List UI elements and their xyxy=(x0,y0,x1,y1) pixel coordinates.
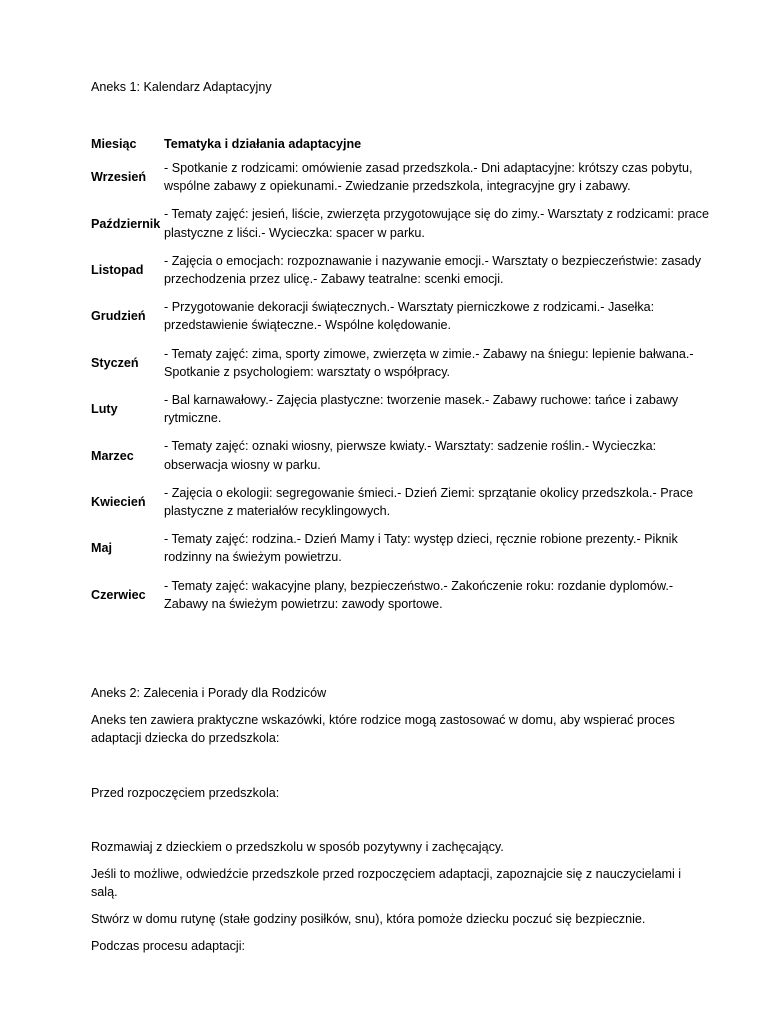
month-cell: Marzec xyxy=(91,448,134,463)
column-header-activities: Tematyka i działania adaptacyjne xyxy=(164,136,362,151)
adaptation-calendar-table xyxy=(91,133,711,618)
during-adaptation-heading: Podczas procesu adaptacji: xyxy=(91,939,246,953)
annex2-title: Aneks 2: Zalecenia i Porady dla Rodziców xyxy=(91,686,327,700)
activities-cell: - Tematy zajęć: oznaki wiosny, pierwsze kwiaty.- Warsztaty: sadzenie roślin.- Wycieczka: obserwacja wiosny w parku. xyxy=(164,439,657,472)
activities-cell: - Spotkanie z rodzicami: omówienie zasad przedszkola.- Dni adaptacyjne: krótszy czas pobytu, wspólne zabawy z opiekunami.- Zwiedzanie przedszkola, integracyjne gry i zabawy. xyxy=(164,160,693,194)
month-cell: Styczeń xyxy=(91,355,139,370)
month-cell: Grudzień xyxy=(91,309,146,324)
activities-cell: - Tematy zajęć: rodzina.- Dzień Mamy i Taty: występ dzieci, ręcznie robione prezenty.- Piknik rodzinny na świeżym powietrzu. xyxy=(164,532,678,565)
activities-cell: - Przygotowanie dekoracji świątecznych.- Warsztaty pierniczkowe z rodzicami.- Jasełka: przedstawienie świąteczne.- Wspólne kolędowanie. xyxy=(164,300,655,333)
activities-cell: - Tematy zajęć: zima, sporty zimowe, zwierzęta w zimie.- Zabawy na śniegu: lepienie bałwana.- Spotkanie z psychologiem: warsztaty o współpracy. xyxy=(164,346,694,379)
activities-cell: - Zajęcia o ekologii: segregowanie śmieci.- Dzień Ziemi: sprzątanie okolicy przedszkola.- Prace plastyczne z materiałów recyklingowych. xyxy=(164,485,694,518)
table-row xyxy=(91,247,711,293)
table-row xyxy=(91,386,711,432)
table-row xyxy=(91,432,711,478)
table-row xyxy=(91,154,711,200)
table-header-row xyxy=(91,133,711,154)
annex1-title: Aneks 1: Kalendarz Adaptacyjny xyxy=(91,80,272,94)
month-cell: Luty xyxy=(91,402,118,417)
tip-item: Rozmawiaj z dzieckiem o przedszkolu w sposób pozytywny i zachęcający. xyxy=(91,840,504,854)
month-cell: Kwiecień xyxy=(91,494,146,509)
month-cell: Maj xyxy=(91,541,112,556)
month-cell: Październik xyxy=(91,216,161,231)
annex2-intro: Aneks ten zawiera praktyczne wskazówki, które rodzice mogą zastosować w domu, aby wspierać proces adaptacji dziecka do przedszkola: xyxy=(91,713,675,746)
table-row xyxy=(91,200,711,246)
activities-cell: - Tematy zajęć: jesień, liście, zwierzęta przygotowujące się do zimy.- Warsztaty z rodzicami: prace plastyczne z liści.- Wycieczka: spacer w parku. xyxy=(164,207,709,240)
before-start-heading: Przed rozpoczęciem przedszkola: xyxy=(91,786,280,800)
activities-cell: - Tematy zajęć: wakacyjne plany, bezpieczeństwo.- Zakończenie roku: rozdanie dyplomów.- Zabawy na świeżym powietrzu: zawody sportowe. xyxy=(164,578,674,611)
activities-cell: - Zajęcia o emocjach: rozpoznawanie i nazywanie emocji.- Warsztaty o bezpieczeństwie: zasady przechodzenia przez ulicę.- Zabawy teatralne: scenki emocji. xyxy=(164,253,702,286)
month-cell: Czerwiec xyxy=(91,587,146,602)
month-cell: Wrzesień xyxy=(91,170,147,185)
activities-cell: - Bal karnawałowy.- Zajęcia plastyczne: tworzenie masek.- Zabawy ruchowe: tańce i zabawy rytmiczne. xyxy=(164,392,679,426)
tip-item: Stwórz w domu rutynę (stałe godziny posiłków, snu), która pomoże dziecku poczuć się bezpiecznie. xyxy=(91,912,646,926)
month-cell: Listopad xyxy=(91,262,144,277)
table-row xyxy=(91,572,711,618)
column-header-month: Miesiąc xyxy=(91,136,137,151)
tip-item: Jeśli to możliwe, odwiedźcie przedszkole przed rozpoczęciem adaptacji, zapoznajcie się z nauczycielami i salą. xyxy=(91,867,682,900)
table-row xyxy=(91,293,711,339)
table-row xyxy=(91,525,711,571)
table-row xyxy=(91,479,711,525)
table-row xyxy=(91,340,711,386)
